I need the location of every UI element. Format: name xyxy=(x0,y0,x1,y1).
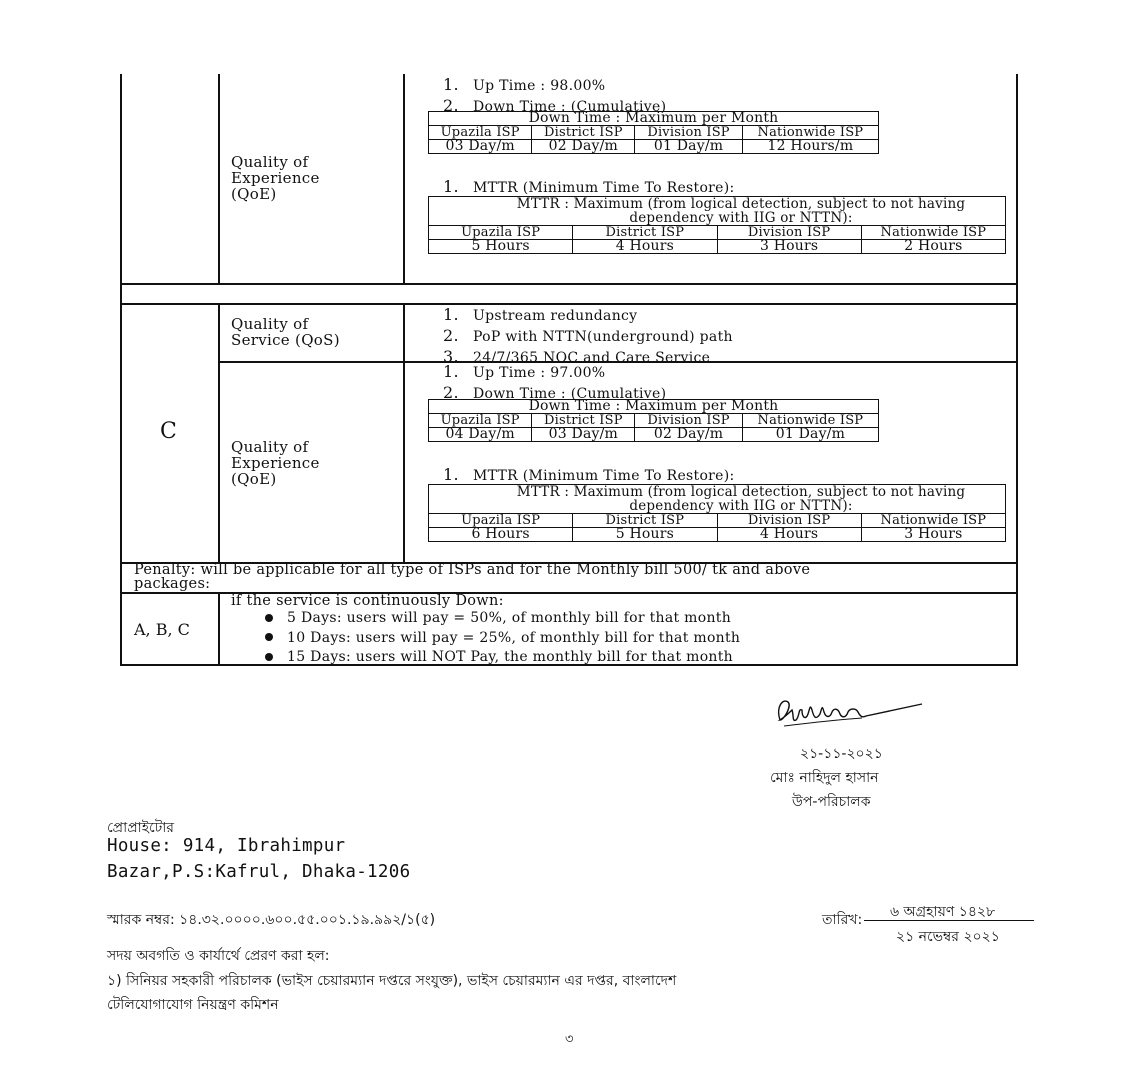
list-item: 2. PoP with NTTN(underground) path xyxy=(443,326,733,345)
downtime-table-c xyxy=(428,399,879,442)
table-header: Division ISP xyxy=(717,514,861,528)
table-header: Division ISP xyxy=(635,414,743,428)
table-header: Division ISP xyxy=(635,126,743,140)
mttr-table-title: MTTR : Maximum (from logical detection, subject to not having dependency with IIG or NTTN): xyxy=(429,485,1006,514)
table-header: District ISP xyxy=(573,226,717,240)
table-header: Nationwide ISP xyxy=(742,414,878,428)
table-header: Upazila ISP xyxy=(429,226,573,240)
mttr-heading-c xyxy=(443,465,735,486)
mttr-heading xyxy=(443,177,735,198)
table-cell: 03 Day/m xyxy=(429,140,532,154)
penalty-header-line2: packages: xyxy=(134,576,211,592)
page-number: ৩ xyxy=(565,1032,574,1047)
list-item: 3. 24/7/365 NOC and Care Service xyxy=(443,347,711,366)
table-cell: 5 Hours xyxy=(573,528,717,542)
memo-date-english: ২১ নভেম্বর ২০২১ xyxy=(896,929,1000,945)
table-cell: 4 Hours xyxy=(573,240,717,254)
date-divider xyxy=(864,920,1034,921)
memo-number: স্মারক নম্বর: ১৪.৩২.০০০০.৬০০.৫৫.০০১.১৯.৯৯২/১(৫) xyxy=(107,912,436,928)
distribution-intro: সদয় অবগতি ও কার্যার্থে প্রেরণ করা হল: xyxy=(107,948,330,964)
list-item: 1. MTTR (Minimum Time To Restore): xyxy=(443,177,735,196)
signature-date: ২১-১১-২০২১ xyxy=(800,746,883,762)
category-c: C xyxy=(160,419,177,444)
memo-date-bangla: ৬ অগ্রহায়ণ ১৪২৮ xyxy=(890,904,996,920)
table-header: Nationwide ISP xyxy=(742,126,878,140)
signer-name: মোঃ নাহিদুল হাসান xyxy=(770,770,879,786)
penalty-list xyxy=(265,609,740,668)
table-cell: 3 Hours xyxy=(717,240,861,254)
bullet-icon xyxy=(265,614,273,622)
table-header: Upazila ISP xyxy=(429,126,532,140)
penalty-category: A, B, C xyxy=(134,620,190,639)
signer-designation: উপ-পরিচালক xyxy=(792,794,871,810)
list-item: 10 Days: users will pay = 25%, of monthly bill for that month xyxy=(265,629,740,649)
table-cell: 3 Hours xyxy=(861,528,1005,542)
bullet-icon xyxy=(265,633,273,641)
list-item: 1. Upstream redundancy xyxy=(443,305,638,324)
qos-label: Quality of Service (QoS) xyxy=(231,315,340,349)
list-item: 15 Days: users will NOT Pay, the monthly bill for that month xyxy=(265,648,740,668)
downtime-table-title: Down Time : Maximum per Month xyxy=(429,400,879,414)
list-item: 5 Days: users will pay = 50%, of monthly bill for that month xyxy=(265,609,740,629)
downtime-table xyxy=(428,111,879,154)
qoe-label: Quality of Experience (QoE) xyxy=(231,153,320,203)
table-cell: 4 Hours xyxy=(717,528,861,542)
memo-date-label: তারিখ: xyxy=(822,912,863,928)
table-cell: 03 Day/m xyxy=(532,428,635,442)
table-header: District ISP xyxy=(573,514,717,528)
table-header: Nationwide ISP xyxy=(861,226,1005,240)
table-header: Nationwide ISP xyxy=(861,514,1005,528)
table-header: Upazila ISP xyxy=(429,414,532,428)
table-cell: 01 Day/m xyxy=(742,428,878,442)
distribution-item1-line1: ১) সিনিয়র সহকারী পরিচালক (ভাইস চেয়ারম্যান দপ্তরে সংযুক্ত), ভাইস চেয়ারম্যান এর দপ্তর, বাংলাদেশ xyxy=(107,973,677,989)
downtime-table-title: Down Time : Maximum per Month xyxy=(429,112,879,126)
table-header: Division ISP xyxy=(717,226,861,240)
table-cell: 02 Day/m xyxy=(532,140,635,154)
recipient-address-line1: House: 914, Ibrahimpur xyxy=(107,836,346,856)
list-item: 1. Up Time : 98.00% xyxy=(443,75,606,94)
recipient-title: প্রোপ্রাইটোর xyxy=(107,820,174,836)
distribution-item1-line2: টেলিযোগাযোগ নিয়ন্ত্রণ কমিশন xyxy=(107,997,279,1013)
table-cell: 5 Hours xyxy=(429,240,573,254)
table-cell: 04 Day/m xyxy=(429,428,532,442)
penalty-header-line1: Penalty: will be applicable for all type of ISPs and for the Monthly bill 500/ tk and above xyxy=(134,562,811,578)
bullet-icon xyxy=(265,653,273,661)
qoe-label-c: Quality of Experience (QoE) xyxy=(231,438,320,488)
mttr-table-title: MTTR : Maximum (from logical detection, subject to not having dependency with IIG or NTTN): xyxy=(429,197,1006,226)
table-cell: 2 Hours xyxy=(861,240,1005,254)
table-header: District ISP xyxy=(532,414,635,428)
qos-list xyxy=(443,305,733,368)
list-item: 2. Down Time : (Cumulative) xyxy=(443,383,667,402)
table-cell: 01 Day/m xyxy=(635,140,743,154)
list-item: 1. MTTR (Minimum Time To Restore): xyxy=(443,465,735,484)
recipient-address-line2: Bazar,P.S:Kafrul, Dhaka-1206 xyxy=(107,862,411,882)
table-cell: 02 Day/m xyxy=(635,428,743,442)
list-item: 1. Up Time : 97.00% xyxy=(443,362,606,381)
table-header: Upazila ISP xyxy=(429,514,573,528)
table-header: District ISP xyxy=(532,126,635,140)
mttr-table-c xyxy=(428,484,1006,542)
mttr-table xyxy=(428,196,1006,254)
signature-image xyxy=(772,690,932,736)
list-item: 2. Down Time : (Cumulative) xyxy=(443,96,667,115)
penalty-intro: if the service is continuously Down: xyxy=(231,593,504,609)
table-cell: 6 Hours xyxy=(429,528,573,542)
table-cell: 12 Hours/m xyxy=(742,140,878,154)
